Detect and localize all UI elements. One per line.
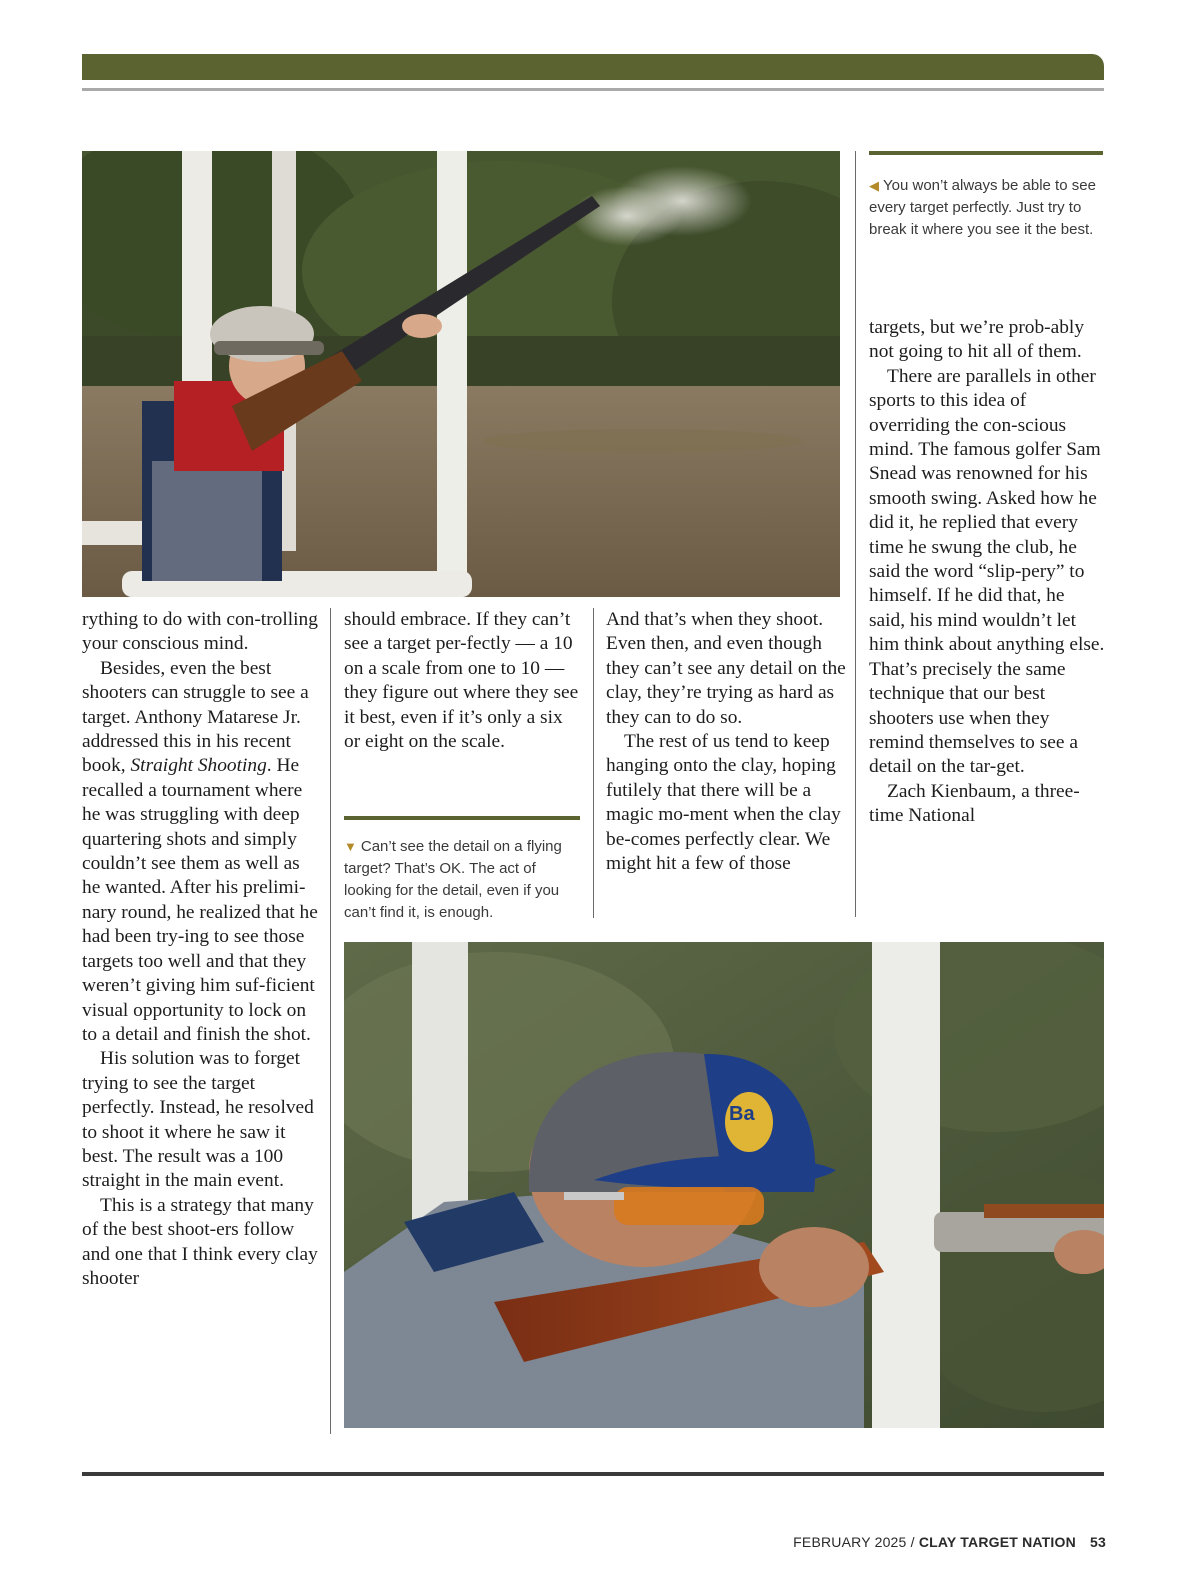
page-number: 53 [1090,1534,1106,1550]
paragraph: His solution was to forget trying to see the target perfectly. Instead, he resolved to shoot it where he saw it best. The result was a 100 straight in the main event. [82,1048,314,1192]
issue-date: FEBRUARY 2025 [793,1534,907,1550]
paragraph: Besides, even the best shooters can struggle to see a target. Anthony Matarese Jr. addressed this in his recent book, Straight Shooting. He recalled a tournament where he was struggling with deep quartering shots and simply couldn’t see them as well as he wanted. After his prelimi-nary round, he realized that he had been try-ing to see those targets too well and that they weren’t giving him suf-ficient visual opportunity to lock on to a detail and finish the shot. [82,657,318,1045]
paragraph: targets, but we’re prob-ably not going to hit all of them. [869,317,1085,363]
column-divider-1 [330,608,331,1434]
paragraph: This is a strategy that many of the best shoot-ers follow and one that I think every clay shooter [82,1194,318,1289]
paragraph: There are parallels in other sports to this idea of overriding the con-scious mind. The famous golfer Sam Snead was renowned for his smooth swing. Asked how he did it, he replied that every time he swung the club, he said the word “slip-pery” to himself. If he did that, he said, his mind wouldn’t let him think about anything else. That’s precisely the same technique that our best shooters use when they remind themselves to see a detail on the tar-get. [869,365,1105,778]
body-column-2 [344,608,580,754]
body-column-4 [869,316,1105,829]
footer-rule [82,1472,1104,1476]
header-rule [82,88,1104,91]
paragraph: rything to do with con-trolling your conscious mind. [82,609,318,655]
caption-middle: ▼ Can’t see the detail on a flying target? That’s OK. The act of looking for the detail, even if you can’t find it, is enough. [344,838,562,921]
column-divider-top-right [855,151,856,917]
caption-rule-top [869,151,1103,155]
column-divider-2 [593,608,594,918]
page-footer: FEBRUARY 2025 / CLAY TARGET NATION 53 [793,1534,1106,1550]
paragraph: The rest of us tend to keep hanging onto the clay, hoping futilely that there will be a magic mo-ment when the clay be-comes perfectly clear. We might hit a few of those [606,731,841,875]
caption-top-right: ◀ You won’t always be able to see every target perfectly. Just try to break it where you see it the best. [869,177,1096,238]
body-column-3 [606,608,846,876]
book-title: Straight Shooting [130,755,267,777]
top-photo [82,151,840,597]
cap-logo: Ba [729,1103,755,1125]
magazine-name: CLAY TARGET NATION [918,1534,1076,1550]
caption-rule-middle [344,816,580,820]
paragraph: Zach Kienbaum, a three-time National [869,780,1080,827]
paragraph: should embrace. If they can’t see a target per-fectly — a 10 on a scale from one to 10 — they figure out where they see it best, even if it’s only a six or eight on the scale. [344,609,579,753]
bottom-photo [344,942,1104,1428]
paragraph: And that’s when they shoot. Even then, and even though they can’t see any detail on the clay, they’re trying as hard as they can to do so. [606,609,846,728]
body-column-1 [82,608,322,1291]
header-bar [82,54,1104,80]
caption-down-arrow-icon: ▼ [344,839,357,854]
caption-left-arrow-icon: ◀ [869,178,879,193]
